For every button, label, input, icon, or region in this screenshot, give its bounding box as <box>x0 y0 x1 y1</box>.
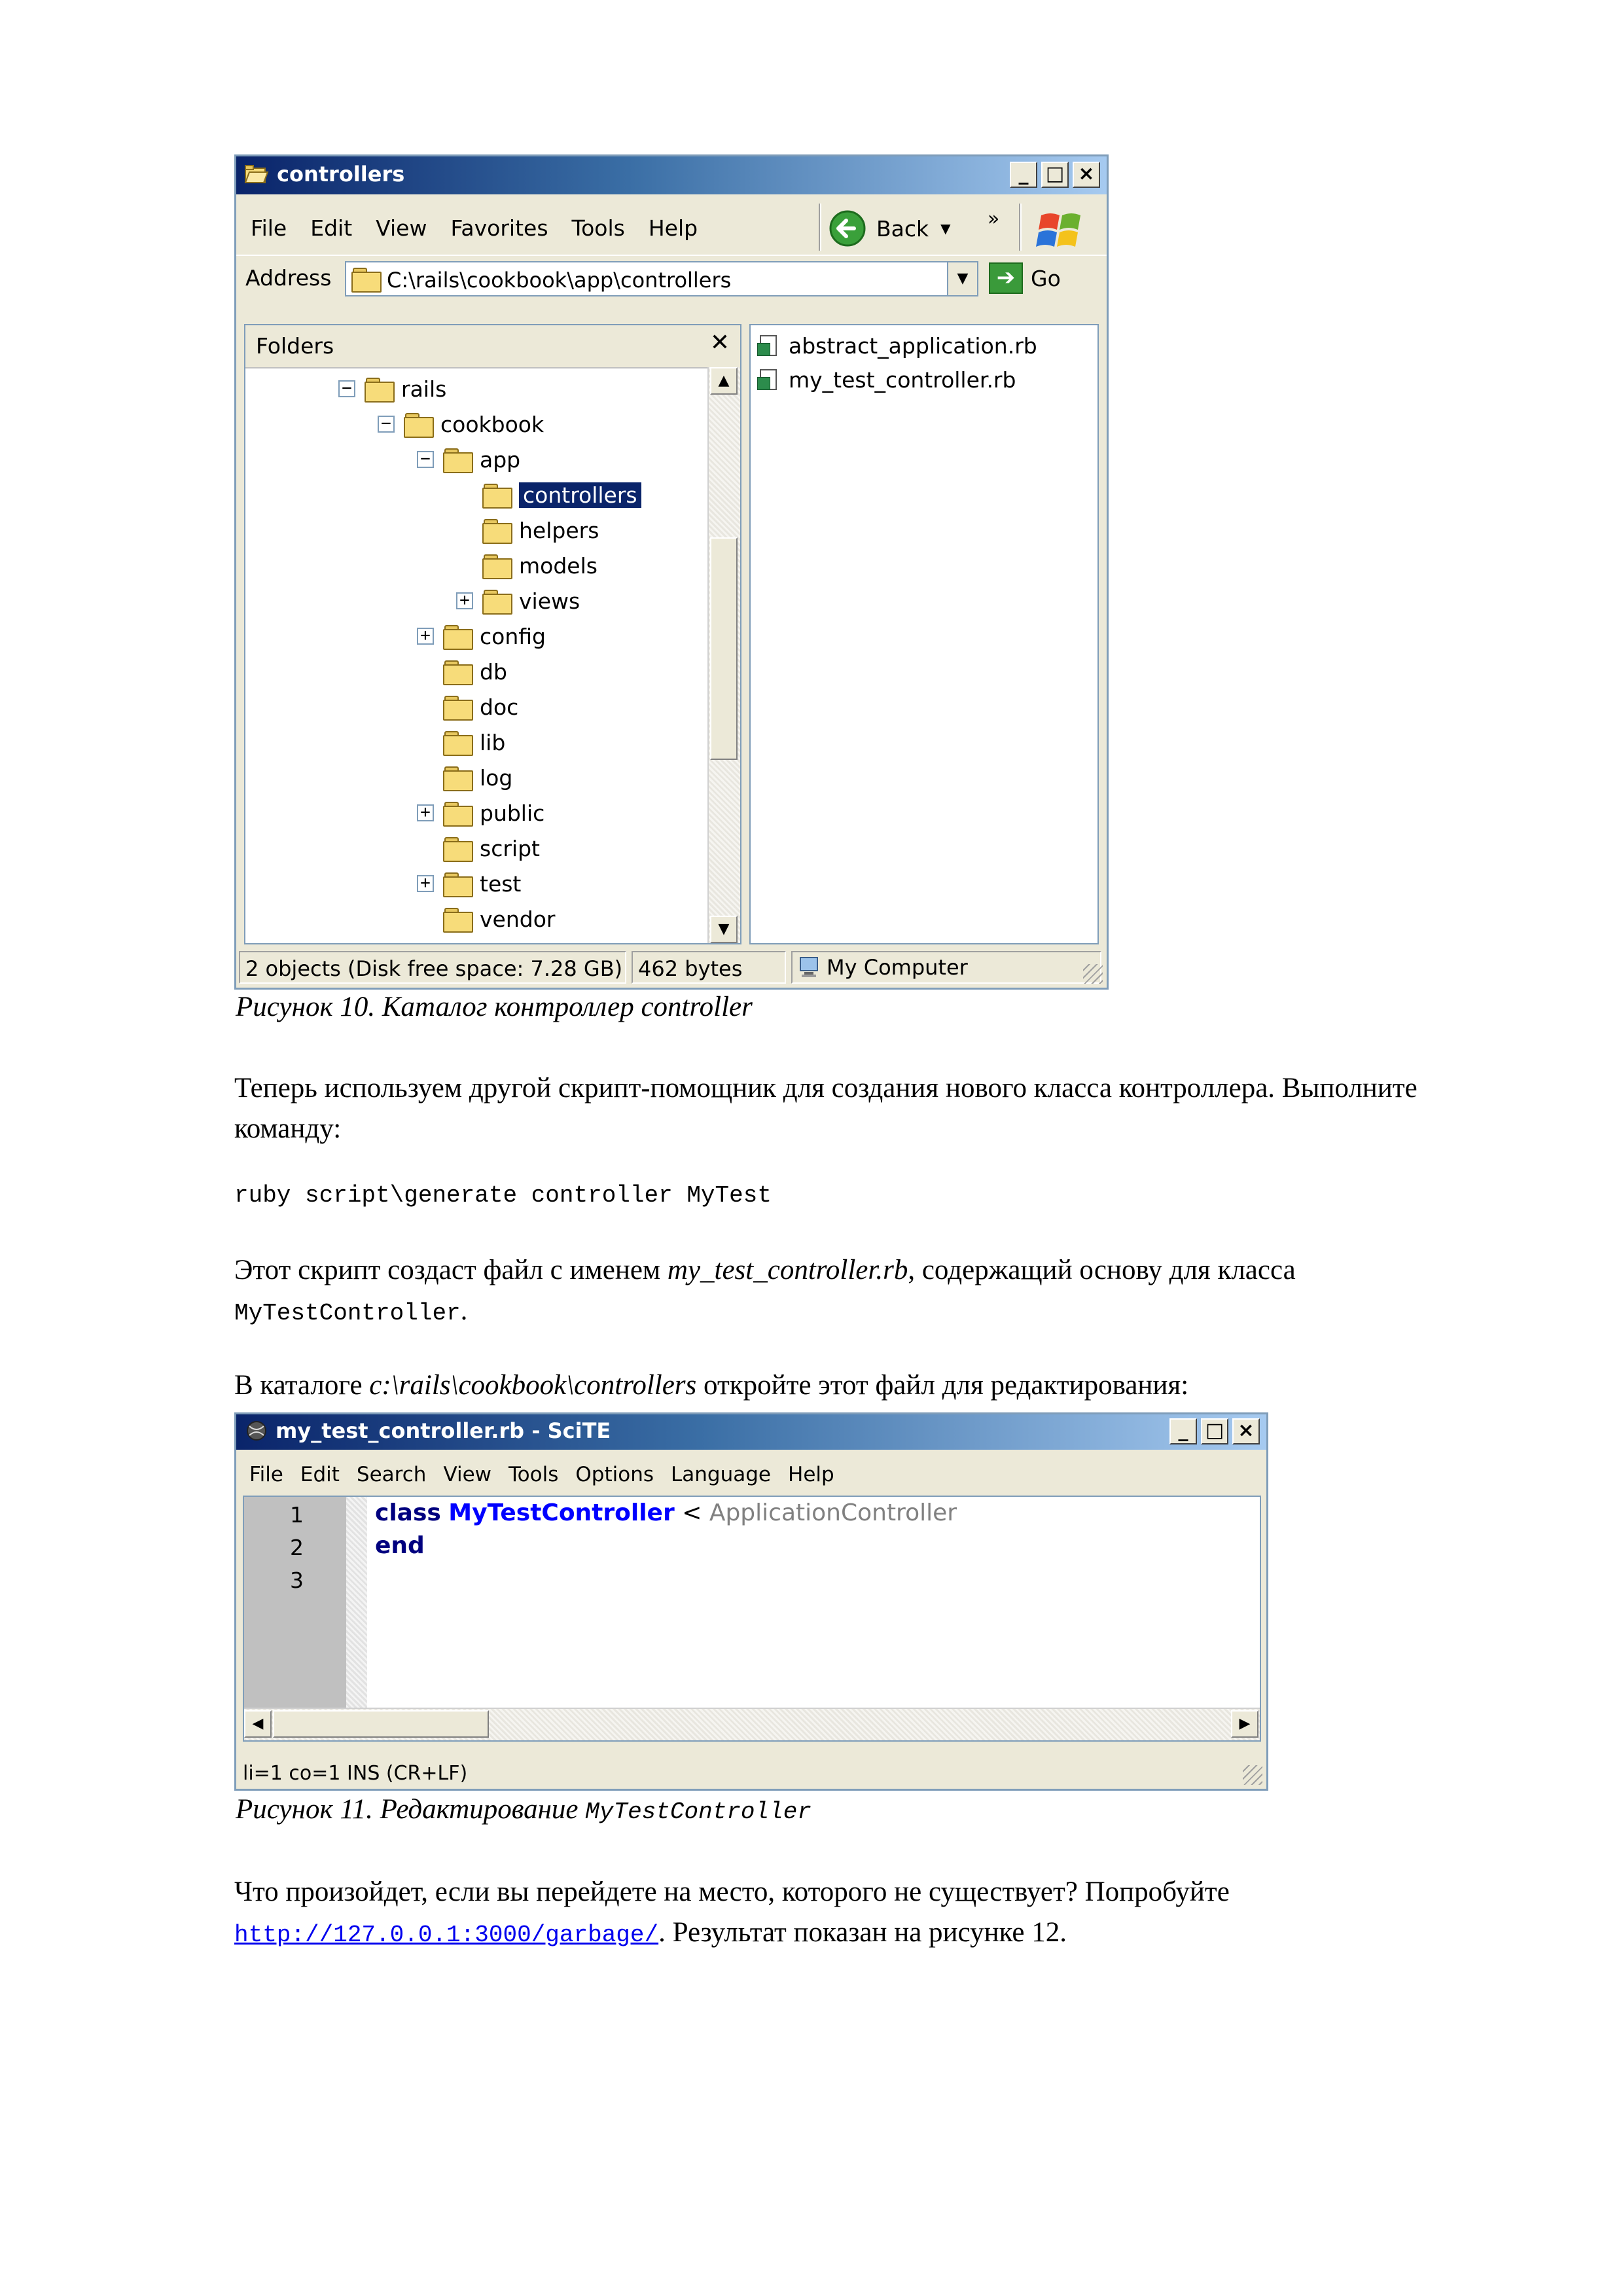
line-number: 2 <box>290 1535 304 1560</box>
folders-pane <box>244 324 741 944</box>
scroll-up-icon[interactable]: ▲ <box>710 367 738 395</box>
ruby-file-icon <box>757 334 781 357</box>
files-pane <box>749 324 1099 944</box>
tree-label: test <box>480 870 522 897</box>
menu-file[interactable]: File <box>249 1463 283 1486</box>
command-line: ruby script\generate controller MyTest <box>234 1182 772 1209</box>
computer-icon <box>798 956 820 978</box>
tree-label: public <box>480 800 545 826</box>
resize-grip-icon[interactable] <box>1083 964 1103 984</box>
tree-item-helpers[interactable] <box>482 514 599 547</box>
tree-label: helpers <box>519 517 599 543</box>
keyword-end: end <box>375 1532 425 1559</box>
line-number-gutter <box>244 1497 346 1710</box>
minimize-button[interactable]: _ <box>1010 162 1037 188</box>
menu-help[interactable]: Help <box>648 215 698 241</box>
folder-icon <box>443 730 473 755</box>
back-arrow-icon <box>828 209 870 248</box>
folders-title: Folders <box>256 333 334 359</box>
address-label: Address <box>245 265 332 291</box>
tree-item-script[interactable] <box>443 832 540 865</box>
tree-item-views[interactable] <box>456 584 580 617</box>
back-label: Back <box>876 215 929 242</box>
toolbar-separator <box>819 204 821 251</box>
menu-search[interactable]: Search <box>356 1463 427 1486</box>
menu-bar <box>243 205 713 251</box>
scroll-thumb[interactable] <box>273 1710 489 1738</box>
expand-icon[interactable]: + <box>417 804 434 821</box>
status-size: 462 bytes <box>632 951 786 984</box>
scroll-thumb[interactable] <box>710 537 738 760</box>
tree-label-selected: controllers <box>519 482 641 508</box>
tree-label: config <box>480 623 546 649</box>
tree-item-rails[interactable] <box>338 372 446 405</box>
menu-tools[interactable]: Tools <box>508 1463 559 1486</box>
classname-text: MyTestController <box>234 1300 461 1327</box>
collapse-icon[interactable]: − <box>378 416 395 433</box>
text-before-path: В каталоге <box>234 1370 370 1401</box>
class-name: MyTestController <box>448 1499 675 1526</box>
tree-label: lib <box>480 729 506 755</box>
folder-icon <box>351 266 382 291</box>
fold-margin <box>346 1497 367 1710</box>
status-location <box>791 951 1101 984</box>
menu-help[interactable]: Help <box>788 1463 834 1486</box>
explorer-titlebar <box>236 156 1107 194</box>
minimize-button[interactable]: _ <box>1169 1418 1197 1444</box>
tree-item-public[interactable] <box>417 797 544 829</box>
windows-logo-icon <box>1036 210 1088 253</box>
folder-icon <box>482 553 512 578</box>
scite-window <box>234 1412 1268 1791</box>
window-controls <box>1169 1418 1260 1444</box>
tree-item-test[interactable] <box>417 867 521 900</box>
scite-window-title: my_test_controller.rb - SciTE <box>276 1418 611 1443</box>
menu-edit[interactable]: Edit <box>310 215 353 241</box>
address-input[interactable] <box>345 261 978 296</box>
folder-icon <box>443 694 473 719</box>
figure11-caption <box>236 1793 812 1825</box>
file-name: my_test_controller.rb <box>789 367 1016 393</box>
tree-item-vendor[interactable] <box>443 903 555 935</box>
folder-open-icon <box>244 163 269 185</box>
keyword-class: class <box>375 1499 441 1526</box>
status-bar <box>236 948 1107 988</box>
parent-class: ApplicationController <box>709 1499 957 1526</box>
window-title: controllers <box>277 162 405 187</box>
explorer-window <box>234 154 1109 990</box>
tree-label: cookbook <box>440 411 544 437</box>
menu-view[interactable]: View <box>376 215 427 241</box>
menu-edit[interactable]: Edit <box>300 1463 340 1486</box>
tree-item-log[interactable] <box>443 761 512 794</box>
maximize-button[interactable]: □ <box>1201 1418 1228 1444</box>
filename-text: my_test_controller.rb <box>667 1255 908 1285</box>
code-line-1 <box>375 1499 957 1526</box>
menu-options[interactable]: Options <box>575 1463 654 1486</box>
text-after-link: . Результат показан на рисунке 12. <box>658 1917 1067 1948</box>
menu-view[interactable]: View <box>443 1463 492 1486</box>
tree-item-db[interactable] <box>443 655 507 688</box>
scroll-right-icon[interactable]: ▶ <box>1231 1710 1258 1738</box>
menu-favorites[interactable]: Favorites <box>450 215 548 241</box>
folder-icon <box>443 447 473 472</box>
tree-label: app <box>480 446 521 473</box>
code-editor[interactable] <box>243 1496 1261 1742</box>
text-after-path: откройте этот файл для редактирования: <box>696 1370 1189 1401</box>
collapse-icon[interactable]: − <box>417 451 434 468</box>
folders-header <box>245 325 740 368</box>
go-arrow-icon: ➔ <box>989 262 1023 294</box>
tree-label: doc <box>480 694 519 720</box>
text-before-link: Что произойдет, если вы перейдете на место, которого не существует? Попробуйте <box>234 1876 1230 1907</box>
horizontal-scrollbar[interactable] <box>244 1708 1260 1740</box>
folder-icon <box>482 482 512 507</box>
status-location-label: My Computer <box>827 955 968 980</box>
paragraph-open-file <box>234 1365 1478 1406</box>
tree-item-doc[interactable] <box>443 691 518 723</box>
address-bar <box>236 255 1107 302</box>
operator: < <box>682 1499 702 1526</box>
scite-status-bar: li=1 co=1 INS (CR+LF) <box>243 1762 468 1785</box>
figure10-caption: Рисунок 10. Каталог контроллер controller <box>236 992 753 1022</box>
folder-icon <box>443 836 473 861</box>
folder-icon <box>365 376 395 401</box>
status-objects: 2 objects (Disk free space: 7.28 GB) <box>239 951 626 984</box>
tree-item-controllers[interactable] <box>482 478 641 511</box>
tree-item-models[interactable] <box>482 549 597 582</box>
tree-label: models <box>519 552 597 579</box>
tree-label: vendor <box>480 906 556 932</box>
expand-icon[interactable]: + <box>456 592 473 609</box>
folder-icon <box>443 659 473 684</box>
folders-scrollbar[interactable] <box>707 367 740 943</box>
file-name: abstract_application.rb <box>789 332 1037 359</box>
back-button[interactable] <box>828 209 951 248</box>
collapse-icon[interactable]: − <box>338 380 355 397</box>
text-before-filename: Этот скрипт создаст файл с именем <box>234 1255 668 1285</box>
tree-label: rails <box>401 376 447 402</box>
folder-icon <box>443 800 473 825</box>
scroll-left-icon[interactable]: ◀ <box>244 1710 272 1738</box>
expand-icon[interactable]: + <box>417 628 434 645</box>
folder-icon <box>482 588 512 613</box>
window-controls <box>1010 162 1100 188</box>
ruby-file-icon <box>757 368 781 391</box>
garbage-link[interactable]: http://127.0.0.1:3000/garbage/ <box>234 1922 659 1948</box>
file-item[interactable] <box>757 363 1016 396</box>
folder-icon <box>482 518 512 543</box>
address-dropdown-icon[interactable]: ▼ <box>947 262 977 295</box>
figure11-caption-text: Рисунок 11. Редактирование <box>236 1794 586 1825</box>
line-number: 3 <box>290 1568 304 1593</box>
line-number: 1 <box>290 1502 304 1528</box>
tree-label: log <box>480 764 513 791</box>
back-dropdown-icon[interactable]: ▼ <box>940 221 951 236</box>
text-after-filename: , содержащий основу для класса <box>908 1255 1296 1285</box>
code-line-2 <box>375 1532 425 1559</box>
paragraph-garbage <box>234 1872 1478 1956</box>
paragraph-script <box>234 1250 1478 1334</box>
menu-file[interactable]: File <box>251 215 287 241</box>
paragraph-intro: Теперь используем другой скрипт-помощник для создания нового класса контроллера. Выполните команду: <box>234 1073 1418 1144</box>
scite-menu-bar <box>243 1456 845 1493</box>
tree-label: script <box>480 835 540 861</box>
tree-label: db <box>480 658 507 685</box>
folder-icon <box>443 906 473 931</box>
go-button[interactable] <box>989 262 1061 294</box>
close-button[interactable]: × <box>1232 1418 1260 1444</box>
close-button[interactable]: × <box>1073 162 1100 188</box>
scite-titlebar <box>236 1414 1266 1450</box>
maximize-button[interactable]: □ <box>1041 162 1069 188</box>
expand-icon[interactable]: + <box>417 875 434 892</box>
scroll-down-icon[interactable]: ▼ <box>710 916 738 943</box>
menu-language[interactable]: Language <box>671 1463 772 1486</box>
tree-item-config[interactable] <box>417 620 546 653</box>
menu-tools[interactable]: Tools <box>571 215 625 241</box>
folders-close-icon[interactable]: ✕ <box>709 329 730 356</box>
toolbar-more-chevron[interactable]: » <box>988 207 1000 230</box>
tree-label: views <box>519 588 580 614</box>
folder-icon <box>443 765 473 790</box>
tree-item-cookbook[interactable] <box>378 408 544 440</box>
go-label: Go <box>1031 265 1061 291</box>
tree-item-app[interactable] <box>417 443 520 476</box>
resize-grip-icon[interactable] <box>1243 1765 1262 1785</box>
file-item[interactable] <box>757 329 1037 362</box>
toolbar-separator-2 <box>1019 204 1022 251</box>
sentence-end: . <box>460 1295 468 1326</box>
folder-icon <box>404 412 434 437</box>
scite-app-icon <box>244 1420 269 1442</box>
address-value: C:\rails\cookbook\app\controllers <box>387 268 732 293</box>
tree-item-lib[interactable] <box>443 726 505 759</box>
figure11-caption-code: MyTestController <box>585 1799 812 1825</box>
path-text: c:\rails\cookbook\controllers <box>369 1370 697 1401</box>
folder-icon <box>443 624 473 649</box>
folder-icon <box>443 871 473 896</box>
